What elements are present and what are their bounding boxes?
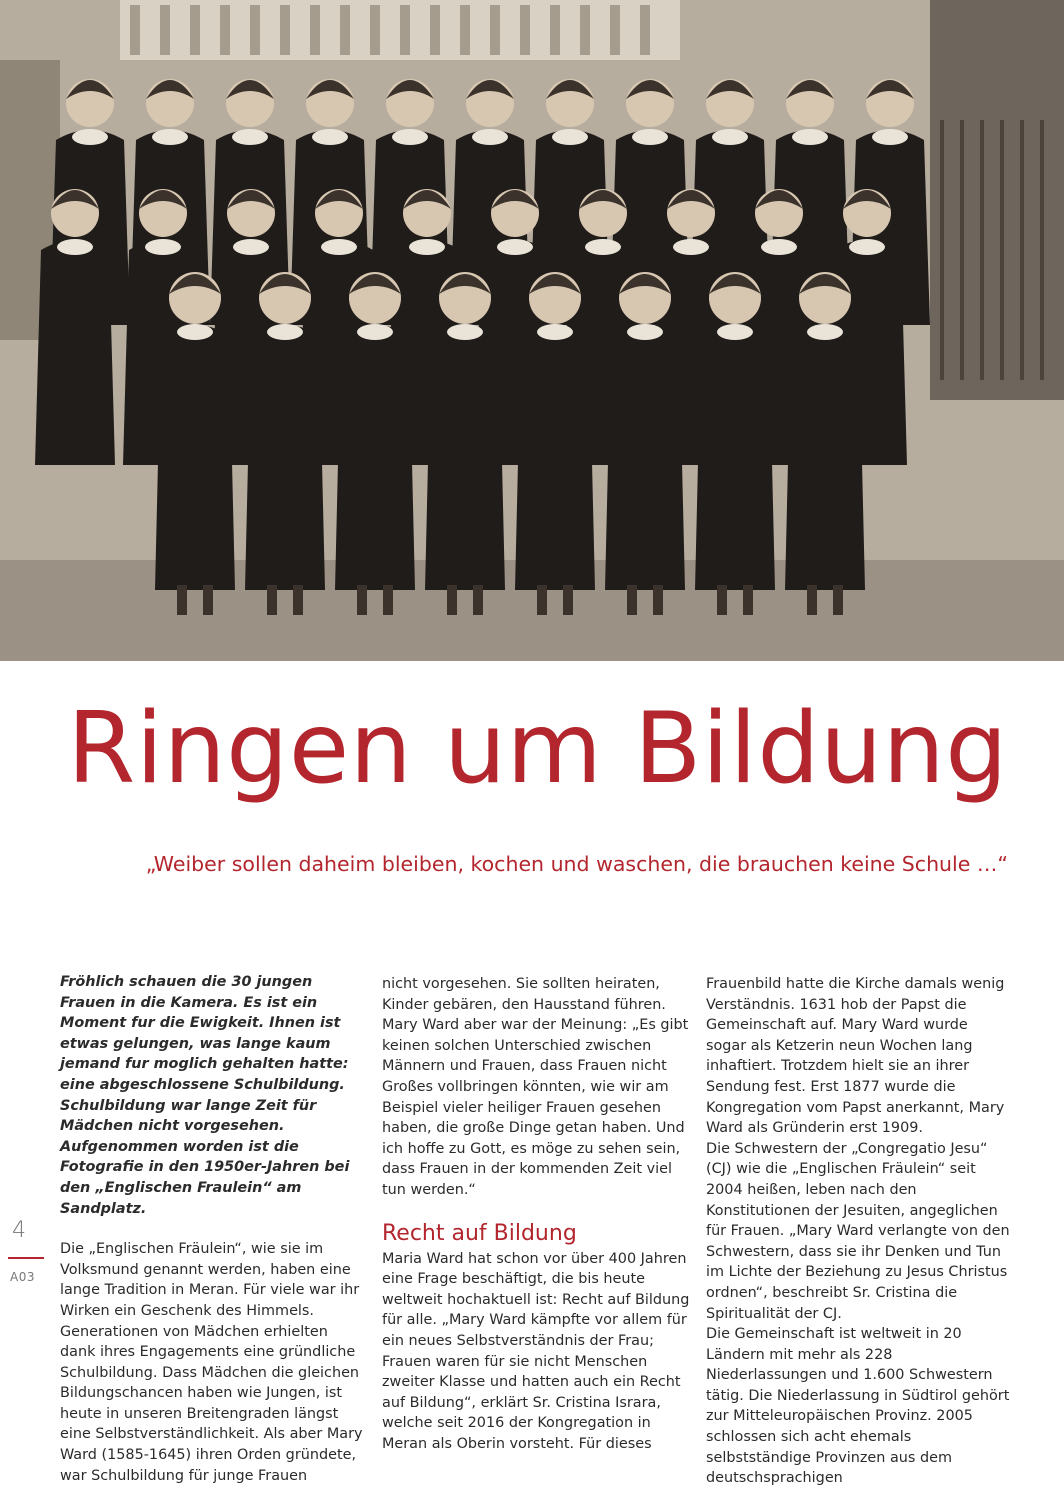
column-1 — [60, 972, 366, 1486]
figure-dress — [335, 325, 415, 590]
figure-collar — [145, 239, 181, 255]
balustrade — [130, 5, 140, 55]
figure-collar — [357, 324, 393, 340]
group-photo — [0, 0, 1064, 661]
lead-paragraph: Fröhlich schauen die 30 jungen Frauen in die Kamera. Es ist ein Moment fur die Ewigkeit. Ihnen ist etwas gelungen, was lange kaum jemand fur moglich gehalten hatte: eine abgeschlossene Schulbildung. Schulbildung war lange Zeit für Mädchen nicht vorgesehen. Aufgenommen worden ist die Fotografie in den 1950er-Jahren bei den „Englischen Fraulein“ am Sandplatz. — [60, 974, 350, 1217]
figure-collar — [267, 324, 303, 340]
figure-collar — [392, 129, 428, 145]
figure-collar — [472, 129, 508, 145]
figure-leg — [177, 585, 187, 615]
body-paragraph: Maria Ward hat schon vor über 400 Jahren eine Frage beschäftigt, die bis heute weltweit hochaktuell ist: Recht auf Bildung für alle. „Mary Ward kämpfte vor allem für ein neues Selbstverständnis der Frau; Frauen waren für sie nicht Menschen zweiter Klasse und hatten auch ein Recht auf Bildung“, erklärt Sr. Cristina Israra, welche seit 2016 der Kongregation in Meran als Oberin vorsteht. Für dieses — [382, 1250, 690, 1452]
figure-collar — [232, 129, 268, 145]
figure-collar — [537, 324, 573, 340]
group-photo-icon — [0, 0, 1064, 661]
figure-collar — [717, 324, 753, 340]
figure-dress — [245, 325, 325, 590]
page-code: A03 — [10, 1270, 35, 1284]
figure-collar — [233, 239, 269, 255]
figure-collar — [761, 239, 797, 255]
gate-bar — [1020, 120, 1024, 380]
figure-dress — [35, 240, 115, 465]
figure-collar — [792, 129, 828, 145]
figure-dress — [785, 325, 865, 590]
gate-bar — [1040, 120, 1044, 380]
figure-collar — [497, 239, 533, 255]
figure-leg — [717, 585, 727, 615]
figure-leg — [627, 585, 637, 615]
figure-collar — [552, 129, 588, 145]
figure-dress — [695, 325, 775, 590]
figure-leg — [357, 585, 367, 615]
page-number: 4 — [12, 1218, 26, 1243]
figure-leg — [447, 585, 457, 615]
figure-collar — [57, 239, 93, 255]
balustrade — [640, 5, 650, 55]
balustrade — [580, 5, 590, 55]
figure-leg — [537, 585, 547, 615]
figure-leg — [473, 585, 483, 615]
figure-leg — [203, 585, 213, 615]
figure-collar — [321, 239, 357, 255]
figure-collar — [872, 129, 908, 145]
balustrade — [280, 5, 290, 55]
page-subtitle: „Weiber sollen daheim bleiben, kochen und waschen, die brauchen keine Schule …“ — [145, 852, 1008, 876]
balustrade — [430, 5, 440, 55]
balustrade — [610, 5, 620, 55]
gate-bar — [940, 120, 944, 380]
figure-dress — [425, 325, 505, 590]
figure-dress — [155, 325, 235, 590]
page-title: Ringen um Bildung — [67, 692, 1008, 806]
body-paragraph: Mary Ward aber war der Meinung: „Es gibt keinen solchen Unterschied zwischen Männern und Frauen, dass Frauen nicht Großes vollbringen könnten, wie wir am Beispiel vieler heiliger Frauen gesehen haben, die große Dinge getan haben. Und ich hoffe zu Gott, es möge zu sehen sein, dass Frauen in der kommenden Zeit viel tun werden.“ — [382, 1017, 689, 1198]
balustrade — [190, 5, 200, 55]
figure-leg — [833, 585, 843, 615]
figure-leg — [383, 585, 393, 615]
balustrade — [250, 5, 260, 55]
figure-collar — [807, 324, 843, 340]
figure-leg — [293, 585, 303, 615]
body-paragraph: Die Gemeinschaft ist weltweit in 20 Ländern mit mehr als 228 Niederlassungen und 1.600 Schwestern tätig. Die Niederlassung in Südtirol gehört zur Mitteleuropäischen Provinz. 2005 schlossen sich acht ehemals selbstständige Provinzen aus dem deutschsprachigen — [706, 1326, 1010, 1487]
balustrade — [520, 5, 530, 55]
figure-leg — [743, 585, 753, 615]
figure-collar — [447, 324, 483, 340]
figure-leg — [563, 585, 573, 615]
figure-dress — [515, 325, 595, 590]
figure-leg — [653, 585, 663, 615]
balustrade — [310, 5, 320, 55]
figure-collar — [152, 129, 188, 145]
body-paragraph: nicht vorgesehen. Sie sollten heiraten, Kinder gebären, den Hausstand führen. — [382, 976, 666, 1013]
figure-collar — [409, 239, 445, 255]
figure-collar — [177, 324, 213, 340]
figure-collar — [673, 239, 709, 255]
figure-leg — [807, 585, 817, 615]
body-paragraph: Frauenbild hatte die Kirche damals wenig Verständnis. 1631 hob der Papst die Gemeinschaft auf. Mary Ward wurde sogar als Ketzerin neun Wochen lang inhaftiert. Trotzdem hielt sie an ihrer Sendung fest. Erst 1877 wurde die Kongregation vom Papst anerkannt, Mary Ward als Gründerin erst 1909. — [706, 976, 1005, 1137]
balustrade — [550, 5, 560, 55]
figure-dress — [605, 325, 685, 590]
balustrade — [460, 5, 470, 55]
figure-collar — [312, 129, 348, 145]
figure-collar — [632, 129, 668, 145]
body-paragraph: Die Schwestern der „Congregatio Jesu“ (CJ) wie die „Englischen Fräulein“ seit 2004 heißen, leben nach den Konstitutionen der Jesuiten, angeglichen für Frauen. „Mary Ward verlangte von den Schwestern, dass sie ihr Denken und Tun im Lichte der Beziehung zu Jesus Christus ordnen“, beschreibt Sr. Cristina die Spiritualität der CJ. — [706, 1140, 1010, 1322]
figure-collar — [627, 324, 663, 340]
column-2 — [382, 974, 690, 1454]
gate-bar — [1000, 120, 1004, 380]
balustrade — [400, 5, 410, 55]
figure-collar — [585, 239, 621, 255]
balustrade — [220, 5, 230, 55]
gate-bar — [980, 120, 984, 380]
figure-collar — [712, 129, 748, 145]
column-3 — [706, 974, 1012, 1489]
balustrade — [160, 5, 170, 55]
body-paragraph: Die „Englischen Fräulein“, wie sie im Volksmund genannt werden, haben eine lange Tradition in Meran. Für viele war ihr Wirken ein Geschenk des Himmels. Generationen von Mädchen erhielten dank ihres Engagements eine gründliche Schulbildung. Dass Mädchen die gleichen Bildungschancen haben wie Jungen, ist heute in unseren Breitengraden längst eine Selbstverständlichkeit. Als aber Mary Ward (1585-1645) ihren Orden gründete, war Schulbildung für junge Frauen — [60, 1241, 363, 1484]
balustrade — [340, 5, 350, 55]
section-heading: Recht auf Bildung — [382, 1220, 577, 1246]
figure-collar — [849, 239, 885, 255]
balustrade — [490, 5, 500, 55]
figure-leg — [267, 585, 277, 615]
balustrade — [370, 5, 380, 55]
page-number-rule — [8, 1257, 44, 1259]
figure-collar — [72, 129, 108, 145]
gate-bar — [960, 120, 964, 380]
